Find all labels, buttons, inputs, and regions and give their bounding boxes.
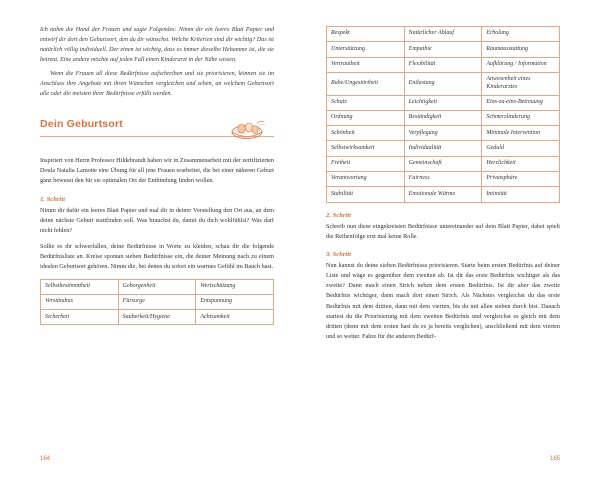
table-cell: Respekt (327, 27, 405, 42)
table-cell: Erholung (482, 27, 560, 42)
table-cell: Schmerzlinderung (482, 110, 560, 125)
step-label-1: 1. Schritt (40, 195, 65, 203)
table-row (41, 294, 274, 309)
table-cell: Sicherheit (41, 310, 119, 325)
intro-paragraph-2: Wenn die Frauen all diese Bedürfnisse aufschreiben und sie priorisieren, können sie im Anschluss ihre Angebote mit ihren Wünschen vergleichen und sehen, an welchem Geburtsort alle oder die meisten ihrer Bedürfnisse erfüllt werden. (40, 71, 274, 98)
table-cell: Ruhe/Ungestörtheit (327, 72, 405, 95)
table-cell: Geborgenheit (118, 279, 196, 294)
table-row (41, 310, 274, 325)
page-number-left: 164 (40, 456, 51, 462)
table-cell: Freiheit (327, 156, 405, 171)
step-label-3: 3. Schritt (326, 250, 351, 258)
table-row (327, 172, 560, 187)
intro-paragraph-1: Ich nahm die Hand der Frauen und sagte Folgendes: Nimm dir ein leeres Blatt Papier und entwirf dir dort den Geburtsort, den du dir wünschst. Welche Kriterien sind dir wichtig? Das ist natürlich völlig individuell. Der einen ist wichtig, dass es immer dieselbe Hebamme ist, die sie betreut. Eine andere möchte auf jeden Fall einen Kinderarzt in der Nähe wissen. (40, 27, 274, 63)
table-cell: Eins-zu-eins-Betreuung (482, 95, 560, 110)
table-row (327, 95, 560, 110)
table-cell: Verständnis (41, 294, 119, 309)
table-cell: Emotionale Wärme (404, 187, 482, 202)
table-row (327, 27, 560, 42)
table-cell: Selbstwirksamkeit (327, 141, 405, 156)
table-cell: Aufklärung / Information (482, 57, 560, 72)
table-cell: Fürsorge (118, 294, 196, 309)
table-row (41, 279, 274, 294)
table-cell: Beständigkeit (404, 110, 482, 125)
section-heading (40, 116, 274, 146)
table-cell: Unterstützung (327, 42, 405, 57)
table-cell: Stabilität (327, 187, 405, 202)
table-cell: Entlastung (404, 72, 482, 95)
table-cell: Selbstbestimmtheit (41, 279, 119, 294)
step-1-paragraph-1: Nimm dir dafür ein leeres Blatt Papier und mal dir in deiner Vorstellung den Ort aus, an dem deine nächste Geburt stattfinden soll. Was brauchst du, damit du dich wohlfühlst? Was darf nicht fehlen? (40, 206, 274, 234)
table-cell: Raumausstattung (482, 42, 560, 57)
table-row (327, 72, 560, 95)
table-cell: Minimale Intervention (482, 126, 560, 141)
table-row (327, 110, 560, 125)
needs-table-left (40, 279, 274, 326)
table-cell: Schönheit (327, 126, 405, 141)
table-cell: Herzlichkeit (482, 156, 560, 171)
nest-with-eggs-icon (224, 112, 270, 142)
table-cell: Wertschätzung (196, 279, 274, 294)
table-cell: Achtsamkeit (196, 310, 274, 325)
table-cell: Sauberkeit/Hygiene (118, 310, 196, 325)
table-cell: Leichtigkeit (404, 95, 482, 110)
table-cell: Verantwortung (327, 172, 405, 187)
table-cell: Geduld (482, 141, 560, 156)
table-row (327, 141, 560, 156)
table-row (327, 42, 560, 57)
page-title: Dein Geburtsort (40, 118, 123, 131)
intro-block (40, 26, 274, 100)
intro-body-paragraph: Inspiriert von Herrn Professor Hildebrandt haben wir in Zusammenarbeit mit der zertifizierten Doula Natalia Lamotte eine Übung für all jene Frauen erarbeitet, die bei einer näheren Geburt ganz bewusst den für sie optimalen Ort der Entbindung finden wollen. (40, 157, 274, 185)
table-row (327, 126, 560, 141)
step-3-paragraph-1: Nun kannst du deine sieben Bedürfnisse priorisieren. Starte beim ersten Bedürfnis auf deiner Liste und wäge es gegenüber dem zweiten ab. Ist dir das erste Bedürfnis wichtiger als das zweite? Dann mach einen Strich neben dem ersten Bedürfnis. Ist dir aber das zweite Bedürfnis wichtiger, dann mach dort einen Strich. Als Nächstes vergleichst du das erste Bedürfnis mit dem dritten, dann mit dem vierten, bis du mit allen sieben durch bist. Danach startest du die Priorisierung mit dem zweiten Bedürfnis und vergleichst es gleich mit dem dritten (denn mit dem ersten hast du es ja bereits verglichen), anschließend mit dem vierten und so weiter. Fahre für die anderen Bedürf- (326, 261, 560, 341)
table-cell: Privatsphäre (482, 172, 560, 187)
page-right (300, 0, 600, 478)
table-cell: Ordnung (327, 110, 405, 125)
step-2-paragraph-1: Schreib nun diese eingekreisten Bedürfnisse untereinander auf dein Blatt Papier, dabei spielt die Reihenfolge erst mal keine Rolle. (326, 222, 560, 240)
step-label-2: 2. Schritt (326, 211, 351, 219)
table-cell: Fairness (404, 172, 482, 187)
step-1-paragraph-2: Sollte es dir schwerfallen, deine Bedürfnisse in Worte zu kleiden, schau dir die folgende Bedürfnisliste an. Kreise spontan sieben Bedürfnisse ein, die deiner Meinung nach zu einem idealen Geburtsort gehören. Nimm die, bei denen du sofort ein warmes Gefühl im Bauch hast. (40, 243, 274, 271)
page-number-right: 165 (549, 456, 560, 462)
table-cell: Intimität (482, 187, 560, 202)
table-cell: Individualität (404, 141, 482, 156)
table-row (327, 57, 560, 72)
table-cell: Schutz (327, 95, 405, 110)
needs-table-right (326, 26, 560, 203)
table-cell: Natürlicher Ablauf (404, 27, 482, 42)
table-cell: Flexibilität (404, 57, 482, 72)
table-cell: Vertrautheit (327, 57, 405, 72)
table-cell: Entspannung (196, 294, 274, 309)
table-row (327, 156, 560, 171)
table-cell: Verpflegung (404, 126, 482, 141)
table-row (327, 187, 560, 202)
table-cell: Gemeinschaft (404, 156, 482, 171)
table-cell: Empathie (404, 42, 482, 57)
table-cell: Anwesenheit eines Kinderarztes (482, 72, 560, 95)
